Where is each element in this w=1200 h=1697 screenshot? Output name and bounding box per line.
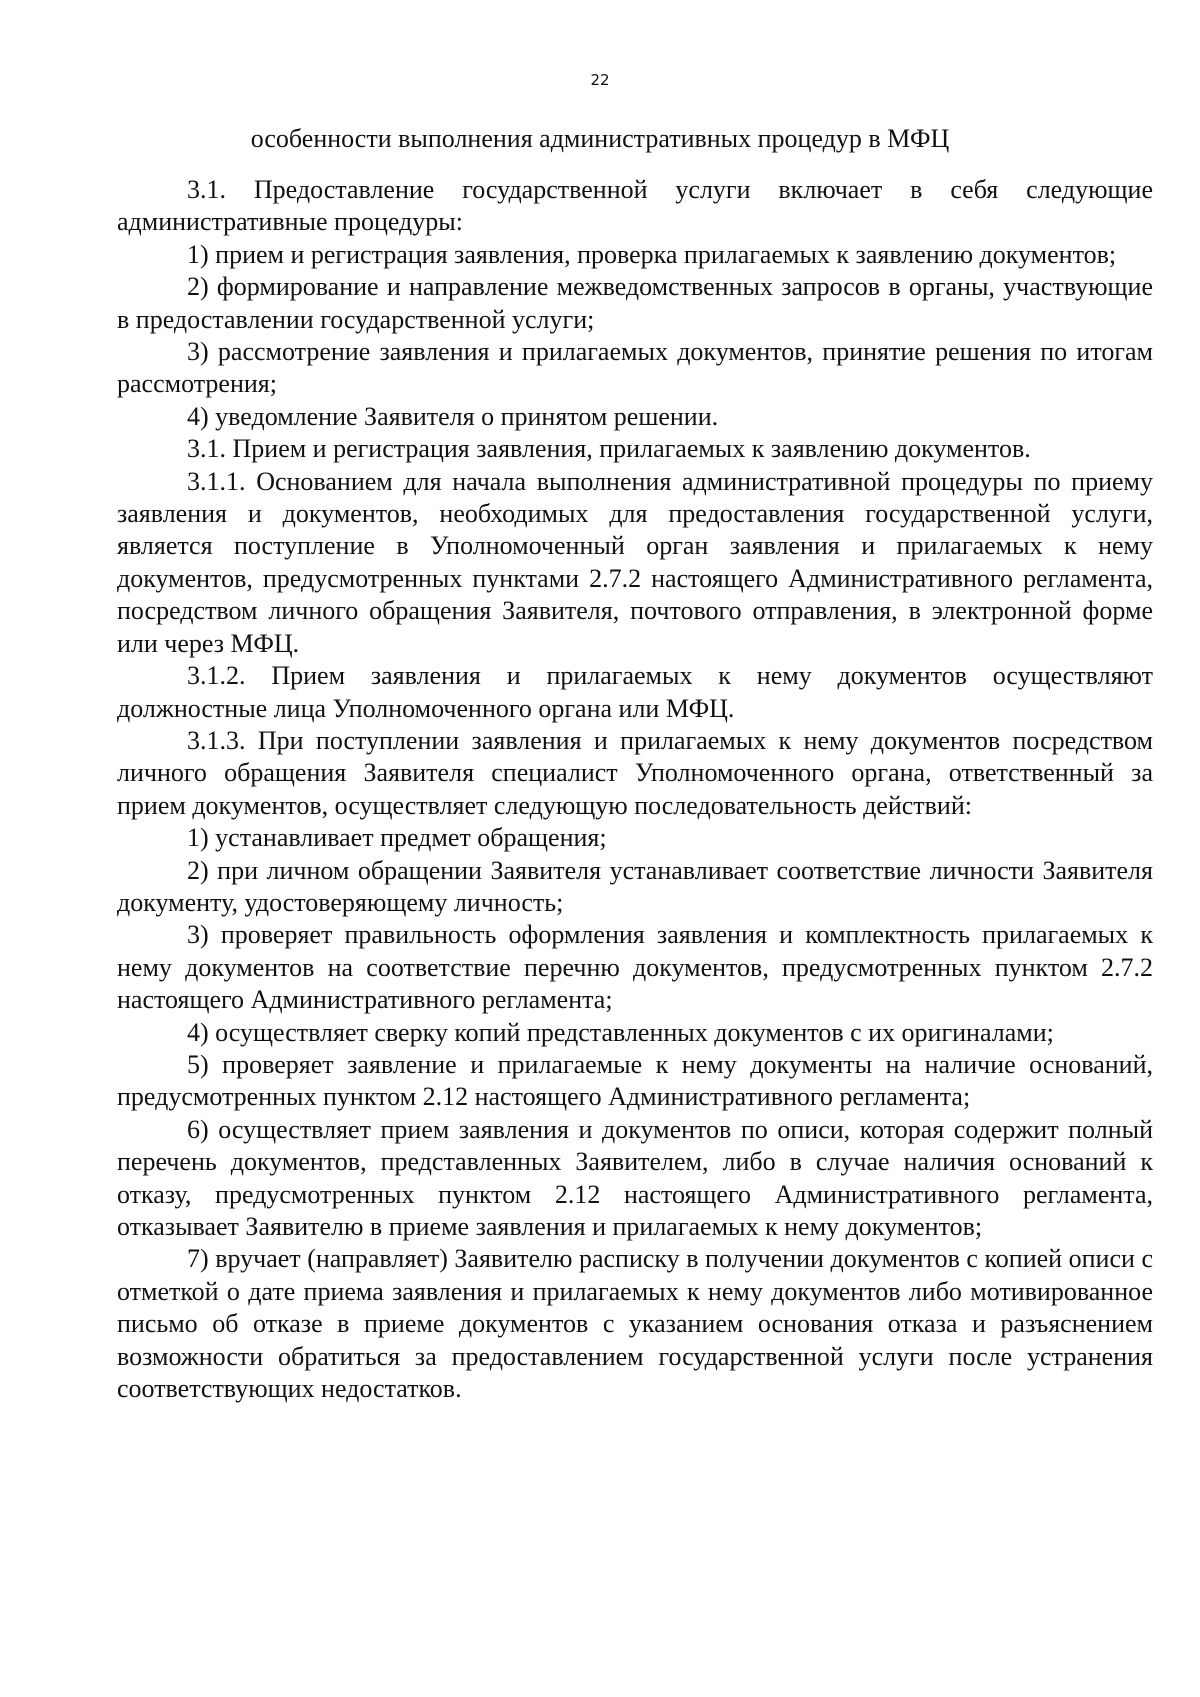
list-item: 1) прием и регистрация заявления, проверка прилагаемых к заявлению документов;: [187, 239, 1117, 269]
list-item: 1) устанавливает предмет обращения;: [187, 823, 607, 853]
paragraph: 3.1.2. Прием заявления и прилагаемых к нему документов осуществляют должностные лица Уполномоченного органа или МФЦ.: [117, 661, 1153, 723]
list-item: 2) при личном обращении Заявителя устанавливает соответствие личности Заявителя документу, удостоверяющему личность;: [117, 855, 1153, 917]
paragraph: 3.1.1. Основанием для начала выполнения административной процедуры по приему заявления и документов, необходимых для предоставления государственной услуги, является поступление в Уполномоченный орган заявления и прилагаемых к нему документов, предусмотренных пунктами 2.7.2 настоящего Административного регламента, посредством личного обращения Заявителя, почтового отправления, в электронной форме или через МФЦ.: [117, 466, 1153, 658]
list-item: 4) осуществляет сверку копий представленных документов с их оригиналами;: [187, 1017, 1054, 1047]
paragraph: 3.1. Прием и регистрация заявления, прилагаемых к заявлению документов.: [187, 434, 1031, 464]
list-item: 3) проверяет правильность оформления заявления и комплектность прилагаемых к нему документов на соответствие перечню документов, предусмотренных пунктом 2.7.2 настоящего Административного регламента;: [117, 920, 1153, 1015]
list-item: 3) рассмотрение заявления и прилагаемых документов, принятие решения по итогам рассмотрения;: [117, 337, 1153, 399]
paragraph: 3.1.3. При поступлении заявления и прилагаемых к нему документов посредством личного обращения Заявителя специалист Уполномоченного органа, ответственный за прием документов, осуществляет следующую последовательность действий:: [117, 725, 1153, 820]
list-item: 2) формирование и направление межведомственных запросов в органы, участвующие в предоставлении государственной услуги;: [117, 272, 1153, 334]
page-number: 22: [590, 71, 610, 89]
section-heading: особенности выполнения административных процедур в МФЦ: [250, 124, 950, 153]
list-item: 7) вручает (направляет) Заявителю расписку в получении документов с копией описи с отметкой о дате приема заявления и прилагаемых к нему документов либо мотивированное письмо об отказе в приеме документов с указанием основания отказа и разъяснением возможности обратиться за предоставлением государственной услуги после устранения соответствующих недостатков.: [117, 1244, 1153, 1404]
document-body: [117, 174, 1153, 1405]
list-item: 5) проверяет заявление и прилагаемые к нему документы на наличие оснований, предусмотренных пунктом 2.12 настоящего Административного регламента;: [117, 1049, 1153, 1112]
list-item: 4) уведомление Заявителя о принятом решении.: [187, 401, 719, 431]
paragraph: 3.1. Предоставление государственной услуги включает в себя следующие административные процедуры:: [117, 175, 1153, 237]
list-item: 6) осуществляет прием заявления и документов по описи, которая содержит полный перечень документов, представленных Заявителем, либо в случае наличия оснований к отказу, предусмотренных пунктом 2.12 настоящего Административного регламента, отказывает Заявителю в приеме заявления и прилагаемых к нему документов;: [117, 1114, 1153, 1241]
